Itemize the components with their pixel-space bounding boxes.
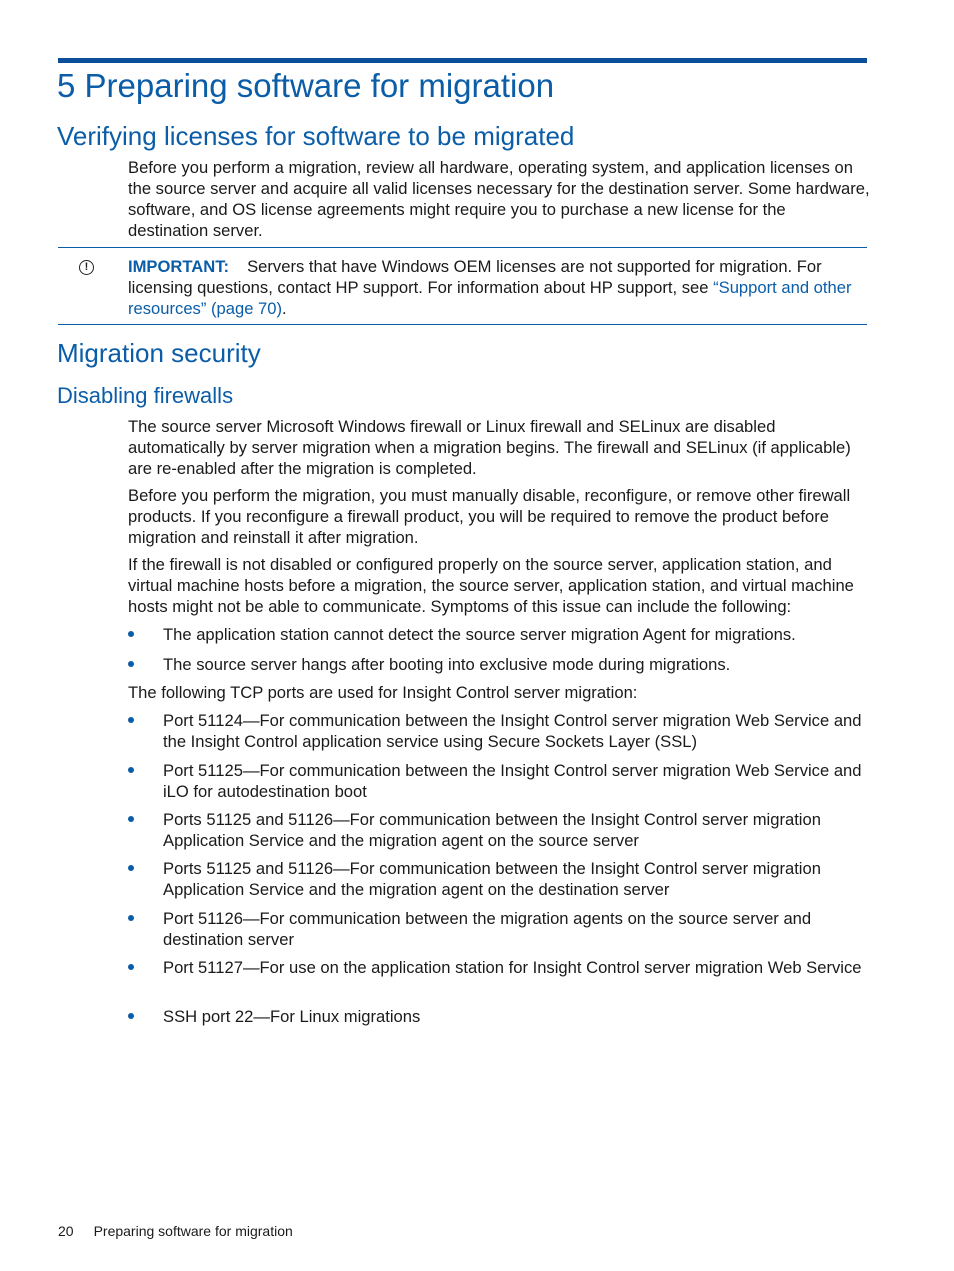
port-text: Port 51127—For use on the application station for Insight Control server migration Web Service [163, 958, 862, 977]
page-number: 20 [58, 1223, 74, 1239]
bullet-icon [128, 767, 134, 773]
port-text: SSH port 22—For Linux migrations [163, 1007, 421, 1026]
bullet-icon [128, 717, 134, 723]
bullet-icon [128, 631, 134, 637]
symptom-text: The source server hangs after booting into exclusive mode during migrations. [163, 655, 731, 674]
section-heading-verifying-licenses: Verifying licenses for software to be migrated [57, 121, 575, 151]
chapter-top-rule [58, 58, 867, 63]
port-text: Port 51125—For communication between the Insight Control server migration Web Service and iLO for autodestination boot [163, 761, 862, 801]
firewall-paragraph-3: If the firewall is not disabled or configured properly on the source server, application station, and virtual machine hosts before a migration, the source server, application station, and virtual machine hosts might not be able to communicate. Symptoms of this issue can include the following: [128, 555, 854, 616]
bullet-icon [128, 1013, 134, 1019]
bullet-icon [128, 915, 134, 921]
exclamation-circle-icon: ! [79, 260, 94, 275]
chapter-title: 5 Preparing software for migration [57, 67, 555, 104]
important-label: IMPORTANT: [128, 257, 230, 276]
bullet-icon [128, 816, 134, 822]
bullet-icon [128, 964, 134, 970]
port-text: Ports 51125 and 51126—For communication between the Insight Control server migration Application Service and the migration agent on the source server [163, 810, 821, 850]
port-text: Port 51124—For communication between the Insight Control server migration Web Service and the Insight Control application service using Secure Sockets Layer (SSL) [163, 711, 862, 751]
important-end: . [282, 299, 287, 318]
firewall-paragraph-1: The source server Microsoft Windows firewall or Linux firewall and SELinux are disabled automatically by server migration when a migration begins. The firewall and SELinux (if applicable) are re-enabled after the migration is completed. [128, 417, 851, 478]
important-note [58, 247, 867, 325]
bullet-icon [128, 661, 134, 667]
symptom-text: The application station cannot detect the source server migration Agent for migrations. [163, 625, 796, 644]
important-body: Servers that have Windows OEM licenses are not supported for migration. For licensing questions, contact HP support. For information about HP support, see [128, 257, 822, 297]
bullet-icon [128, 865, 134, 871]
page-footer [58, 1222, 313, 1240]
port-text: Port 51126—For communication between the migration agents on the source server and destination server [163, 909, 812, 949]
firewall-paragraph-2: Before you perform the migration, you must manually disable, reconfigure, or remove other firewall products. If you reconfigure a firewall product, you will be required to remove the product before migration and reinstall it after migration. [128, 486, 851, 547]
running-title: Preparing software for migration [93, 1223, 293, 1239]
port-text: Ports 51125 and 51126—For communication between the Insight Control server migration Application Service and the migration agent on the destination server [163, 859, 821, 899]
subsection-heading-disabling-firewalls: Disabling firewalls [57, 383, 234, 408]
important-note-text [128, 256, 870, 319]
licenses-paragraph: Before you perform a migration, review all hardware, operating system, and application licenses on the source server and acquire all valid licenses necessary for the destination server. Some hardware, software, and OS license agreements might require you to purchase a new license for the destination server. [128, 158, 870, 240]
ports-intro: The following TCP ports are used for Insight Control server migration: [128, 683, 638, 702]
support-resources-link[interactable]: “Support and other resources” (page 70) [128, 278, 852, 318]
section-heading-migration-security: Migration security [57, 338, 261, 368]
